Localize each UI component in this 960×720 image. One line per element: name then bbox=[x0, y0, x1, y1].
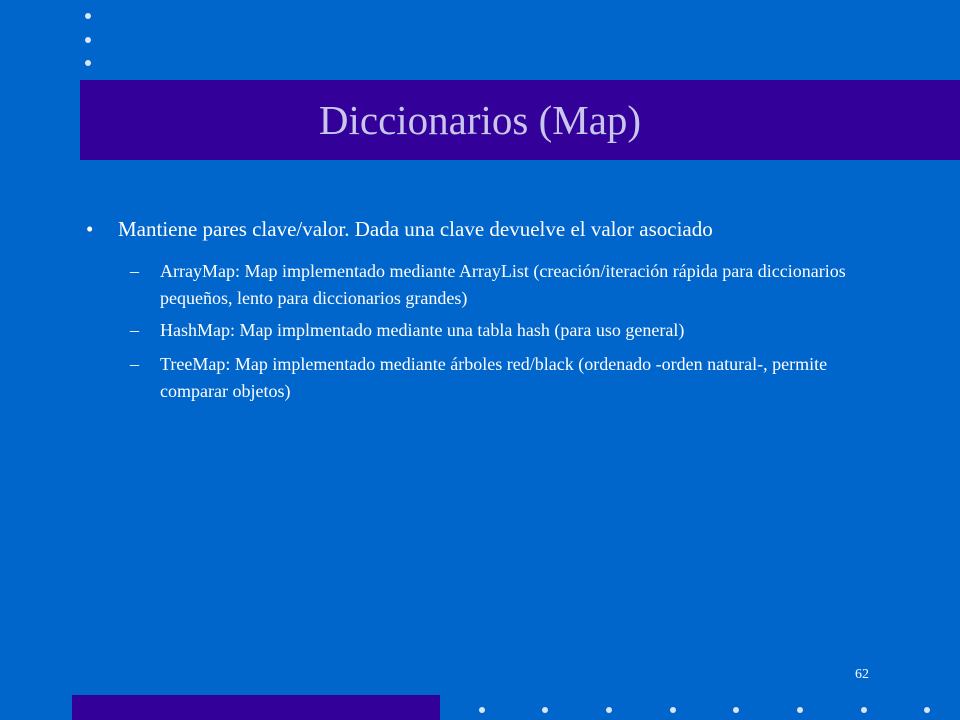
sub-bullet-hashmap bbox=[130, 317, 890, 344]
decorative-dot bbox=[797, 707, 803, 713]
main-bullet bbox=[86, 214, 906, 244]
decorative-dot bbox=[733, 707, 739, 713]
sub-bullet-text: TreeMap: Map implementado mediante árboles red/black (ordenado -orden natural-, permite comparar objetos) bbox=[160, 354, 828, 401]
decorative-dot bbox=[85, 13, 91, 19]
sub-bullet-treemap bbox=[130, 351, 890, 405]
slide-title: Diccionarios (Map) bbox=[318, 97, 642, 143]
title-area bbox=[0, 80, 960, 160]
decorative-dot bbox=[479, 707, 485, 713]
sub-bullet-text: ArrayMap: Map implementado mediante ArrayList (creación/iteración rápida para diccionarios pequeños, lento para diccionarios grandes) bbox=[160, 261, 846, 308]
decorative-dot bbox=[924, 707, 930, 713]
bullet-marker: • bbox=[86, 217, 94, 241]
decorative-dot bbox=[861, 707, 867, 713]
decorative-dot bbox=[670, 707, 676, 713]
decorative-dot bbox=[85, 60, 91, 66]
page-number: 62 bbox=[855, 667, 869, 682]
decorative-dot bbox=[606, 707, 612, 713]
decorative-dot bbox=[85, 37, 91, 43]
main-bullet-text: Mantiene pares clave/valor. Dada una clave devuelve el valor asociado bbox=[118, 217, 713, 241]
footer-bar bbox=[72, 695, 440, 720]
sub-bullet-marker: – bbox=[130, 320, 139, 340]
decorative-dot bbox=[542, 707, 548, 713]
sub-bullet-marker: – bbox=[130, 261, 139, 281]
sub-bullet-text: HashMap: Map implmentado mediante una tabla hash (para uso general) bbox=[160, 320, 685, 340]
sub-bullet-marker: – bbox=[130, 354, 139, 374]
sub-bullet-arraymap bbox=[130, 258, 890, 312]
